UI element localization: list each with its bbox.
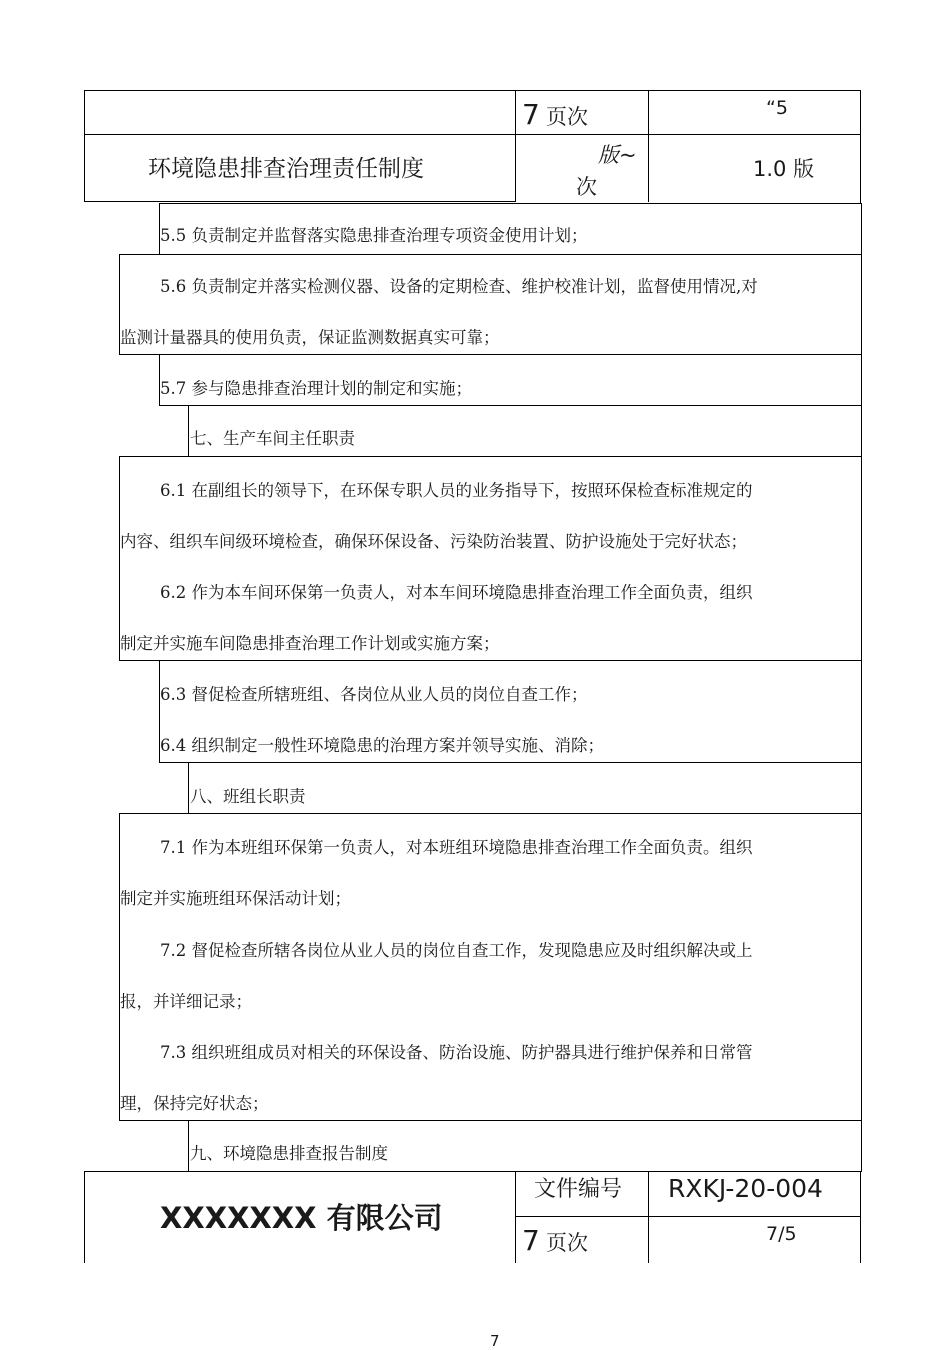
item-7-2-line2: 报，并详细记录； — [120, 992, 252, 1011]
content-box — [119, 813, 862, 1121]
item-7-3-line2: 理，保持完好状态； — [120, 1094, 269, 1113]
item-5-6-line1: 5.6 负责制定并落实检测仪器、设备的定期检查、维护校准计划，监督使用情况,对 — [160, 277, 758, 296]
footer-doc-no-label: 文件编号 — [534, 1177, 623, 1202]
item-6-2-line1: 6.2 作为本车间环保第一负责人，对本车间环境隐患排查治理工作全面负责，组织 — [160, 583, 753, 602]
header-version-value: 1.0 版 — [753, 157, 815, 181]
header-page-value: “5 — [766, 97, 788, 119]
item-6-3: 6.3 督促检查所辖班组、各岗位从业人员的岗位自查工作； — [160, 685, 588, 704]
section-heading-9: 九、环境隐患排查报告制度 — [190, 1144, 388, 1163]
section-heading-7: 七、生产车间主任职责 — [190, 429, 355, 448]
item-6-2-line2: 制定并实施车间隐患排查治理工作计划或实施方案； — [120, 634, 500, 653]
company-name: XXXXXXX 有限公司 — [160, 1201, 443, 1235]
page-number: 7 — [490, 1332, 500, 1350]
item-7-3-line1: 7.3 组织班组成员对相关的环保设备、防治设施、防护器具进行维护保养和日常管 — [160, 1043, 753, 1062]
footer-page-value: 7/5 — [766, 1223, 797, 1245]
document-title: 环境隐患排查治理责任制度 — [148, 156, 424, 182]
item-6-1-line2: 内容、组织车间级环境检查，确保环保设备、污染防治装置、防护设施处于完好状态； — [120, 532, 747, 551]
item-5-6-line2: 监测计量器具的使用负责，保证监测数据真实可靠； — [120, 328, 500, 347]
item-5-7: 5.7 参与隐患排查治理计划的制定和实施； — [160, 379, 472, 398]
header-page-num: 7 — [522, 98, 540, 131]
item-6-4: 6.4 组织制定一般性环境隐患的治理方案并领导实施、消除； — [160, 736, 604, 755]
header-page-label: 页次 — [546, 105, 588, 129]
item-7-2-line1: 7.2 督促检查所辖各岗位从业人员的岗位自查工作，发现隐患应及时组织解决或上 — [160, 941, 753, 960]
section-heading-8: 八、班组长职责 — [190, 787, 306, 806]
item-7-1-line1: 7.1 作为本班组环保第一负责人，对本班组环境隐患排查治理工作全面负责。组织 — [160, 838, 753, 857]
footer-doc-no: RXKJ-20-004 — [668, 1174, 823, 1203]
footer-page-num: 7 — [522, 1224, 540, 1257]
item-6-1-line1: 6.1 在副组长的领导下，在环保专职人员的业务指导下，按照环保检查标准规定的 — [160, 481, 753, 500]
header-version-label-1: 版~ — [598, 143, 637, 167]
item-7-1-line2: 制定并实施班组环保活动计划； — [120, 889, 351, 908]
footer-page-label: 页次 — [546, 1231, 588, 1255]
header-version-label-2: 次 — [576, 175, 597, 199]
item-5-5: 5.5 负责制定并监督落实隐患排查治理专项资金使用计划； — [160, 226, 588, 245]
